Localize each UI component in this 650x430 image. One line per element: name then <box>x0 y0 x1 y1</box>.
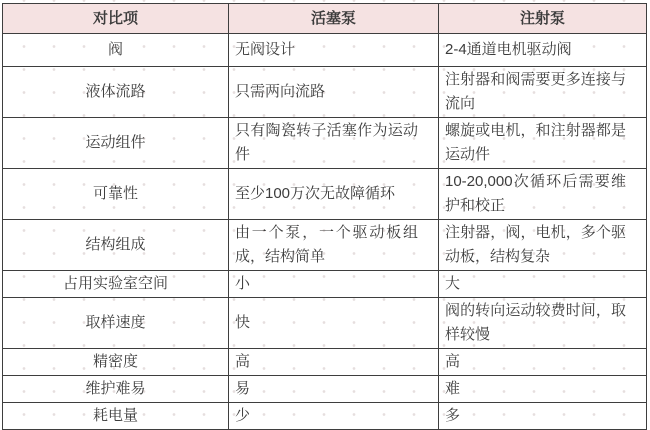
table-header <box>3 4 647 34</box>
table-row-reliability <box>3 169 647 220</box>
cell-syringe-pump: 大 <box>439 271 647 298</box>
cell-syringe-pump: 高 <box>439 349 647 376</box>
cell-item: 维护难易 <box>3 376 229 403</box>
cell-syringe-pump: 难 <box>439 376 647 403</box>
cell-piston-pump: 只需两向流路 <box>229 67 439 118</box>
table-row-structure <box>3 220 647 271</box>
column-header-syringe-pump: 注射泵 <box>439 4 647 34</box>
table-row-moving-parts <box>3 118 647 169</box>
header-row <box>3 4 647 34</box>
cell-piston-pump: 至少100万次无故障循环 <box>229 169 439 220</box>
cell-piston-pump: 易 <box>229 376 439 403</box>
cell-piston-pump: 无阀设计 <box>229 34 439 67</box>
cell-syringe-pump: 多 <box>439 403 647 430</box>
table-row-maintenance <box>3 376 647 403</box>
cell-item: 取样速度 <box>3 298 229 349</box>
cell-syringe-pump: 2-4通道电机驱动阀 <box>439 34 647 67</box>
cell-item: 阀 <box>3 34 229 67</box>
cell-syringe-pump: 注射器，阀，电机，多个驱动板，结构复杂 <box>439 220 647 271</box>
cell-piston-pump: 只有陶瓷转子活塞作为运动件 <box>229 118 439 169</box>
cell-item: 液体流路 <box>3 67 229 118</box>
cell-item: 运动组件 <box>3 118 229 169</box>
cell-piston-pump: 少 <box>229 403 439 430</box>
cell-item: 占用实验室空间 <box>3 271 229 298</box>
cell-item: 结构组成 <box>3 220 229 271</box>
table-row-precision <box>3 349 647 376</box>
cell-piston-pump: 由一个泵，一个驱动板组成，结构简单 <box>229 220 439 271</box>
table-row-fluid-path <box>3 67 647 118</box>
cell-item: 可靠性 <box>3 169 229 220</box>
cell-piston-pump: 高 <box>229 349 439 376</box>
table-row-valve <box>3 34 647 67</box>
cell-item: 耗电量 <box>3 403 229 430</box>
cell-syringe-pump: 阀的转向运动较费时间，取样较慢 <box>439 298 647 349</box>
cell-syringe-pump: 10-20,000次循环后需要维护和校正 <box>439 169 647 220</box>
cell-syringe-pump: 注射器和阀需要更多连接与流向 <box>439 67 647 118</box>
table-body <box>3 34 647 430</box>
cell-item: 精密度 <box>3 349 229 376</box>
column-header-piston-pump: 活塞泵 <box>229 4 439 34</box>
cell-piston-pump: 快 <box>229 298 439 349</box>
cell-syringe-pump: 螺旋或电机，和注射器都是运动件 <box>439 118 647 169</box>
table-row-power-consumption <box>3 403 647 430</box>
column-header-comparison-item: 对比项 <box>3 4 229 34</box>
table-row-sampling-speed <box>3 298 647 349</box>
cell-piston-pump: 小 <box>229 271 439 298</box>
table-row-lab-space <box>3 271 647 298</box>
comparison-table <box>2 3 647 430</box>
